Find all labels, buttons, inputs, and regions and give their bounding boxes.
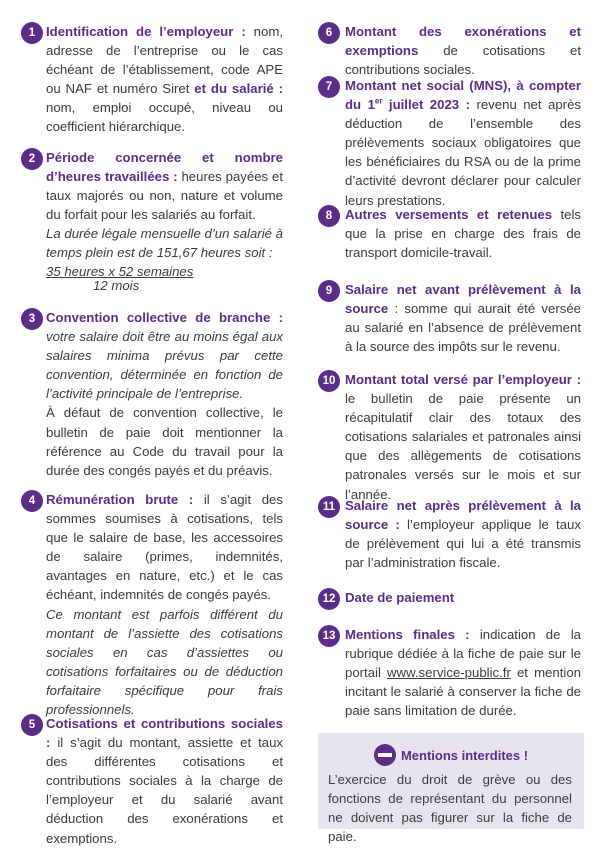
forbidden-mentions-text: L’exercice du droit de grève ou des fonctions de représentant du personnel ne doivent pas figurer sur la fiche de paie. <box>328 772 572 845</box>
text-run: le bulletin de paie présente un récapitulatif clair des totaux des cotisations salariales et patronales ainsi que des allègements de cotisations patronales versés sur le mois et sur l’année. <box>345 391 581 502</box>
text-run: À défaut de convention collective, le bulletin de paie doit mentionner la référence au Code du travail pour la durée des congés payés et du préavis. <box>46 405 283 478</box>
text-run: Montant net social (MNS), à compter du 1 <box>345 78 581 113</box>
text-run: Autres versements et retenues <box>345 207 553 222</box>
text-run: il s’agit du montant, assiette et taux des différentes cotisations et contributions sociales à la charge de l’employeur et du salarié avant déduction des exonérations et exemptions. <box>46 735 283 846</box>
text-run: il s’agit des sommes soumises à cotisations, tels que le salaire de base, les accessoires de salaire (primes, indemnités, avantages en nature, etc.) et le cas échéant, indemnités de congés payés. <box>46 492 283 603</box>
text-run: Rémunération brute : <box>46 492 194 507</box>
item-text <box>345 205 581 262</box>
item-number-badge: 11 <box>318 496 340 518</box>
text-run: de cotisations et contributions sociales. <box>345 43 581 78</box>
item-number-badge: 12 <box>318 588 340 610</box>
text-run: Période concernée et nombre d’heures travaillées : <box>46 150 283 185</box>
text-run: votre salaire doit être au moins égal aux salaires minima prévus par cette convention, déterminée en fonction de l’activité principale de l’entreprise. <box>46 329 283 402</box>
text-run: Date de paiement <box>345 590 455 605</box>
item-text <box>345 496 581 572</box>
item-text <box>46 714 283 848</box>
text-run: l’employeur applique le taux de prélèvement qui lui a été transmis par l’administration fiscale. <box>345 517 581 571</box>
item-number-badge: 13 <box>318 625 340 647</box>
item-text <box>46 22 283 137</box>
item-number-badge: 7 <box>318 76 340 98</box>
text-run: Ce montant est parfois différent du montant de l’assiette des cotisations sociales en cas d’assiettes ou cotisations forfaitaires ou de déduction forfaitaire spécifique pour frais professionnels. <box>46 606 283 718</box>
item-text <box>345 22 581 79</box>
item-number-badge: 5 <box>21 714 43 736</box>
no-entry-icon <box>374 744 396 766</box>
item-text <box>345 625 581 720</box>
item-number-badge: 2 <box>21 148 43 170</box>
text-run: Salaire net après prélèvement à la source : <box>345 498 581 533</box>
text-run: heures payées et taux majorés ou non, nature et volume du forfait pour les salariés au forfait. <box>46 169 283 223</box>
forbidden-mentions-box <box>318 733 584 845</box>
text-run: La durée légale mensuelle d’un salarié à temps plein est de 151,67 heures soit : <box>46 226 283 261</box>
text-run: et mention incitant le salarié à conserver la fiche de paie sans limitation de durée. <box>345 665 581 719</box>
text-run: Convention collective de branche : <box>46 310 283 325</box>
fraction-numerator: 35 heures x 52 semaines <box>46 263 194 279</box>
item-number-badge: 3 <box>21 308 43 330</box>
text-run: et du salarié : <box>194 81 283 97</box>
item-number-badge: 4 <box>21 490 43 512</box>
item-text <box>345 588 581 607</box>
item-text <box>46 308 283 480</box>
item-text <box>46 148 283 293</box>
text-run: nom, adresse de l’entreprise ou le cas échéant de l’établissement, code APE ou NAF et numéro Siret <box>46 24 283 97</box>
item-number-badge: 6 <box>318 22 340 44</box>
text-run: Cotisations et contributions sociales : <box>46 716 283 751</box>
item-text <box>345 280 581 356</box>
text-run: Salaire net avant prélèvement à la source <box>345 282 581 317</box>
forbidden-mentions-title <box>318 744 584 766</box>
item-number-badge: 8 <box>318 205 340 227</box>
fraction-denominator: 12 mois <box>93 277 140 293</box>
text-run: Mentions finales : <box>345 627 470 642</box>
text-run: indication de la rubrique dédiée à la fiche de paie sur le portail <box>345 627 581 681</box>
text-run: Montant des exonérations et exemptions <box>345 24 581 59</box>
item-text <box>345 370 581 504</box>
item-number-badge: 10 <box>318 370 340 392</box>
text-run: revenu net après déduction de l’ensemble des prélèvements sociaux obligatoires que les bénéficiaires du RSA ou de la prime d’activité devront déclarer pour calculer leurs prestations. <box>345 97 581 208</box>
text-run: Identification de l’employeur : <box>46 24 246 39</box>
hours-fraction <box>46 265 283 293</box>
text-run: Montant total versé par l’employeur : <box>345 372 581 387</box>
item-number-badge: 9 <box>318 280 340 302</box>
text-run: er <box>374 96 383 106</box>
text-run: : somme qui aurait été versée au salarié en l’absence de prélèvement à la source des impôts sur le revenu. <box>345 301 581 355</box>
box-title-text: Mentions interdites ! <box>400 747 529 763</box>
item-text <box>46 490 283 719</box>
text-run: tels que la prise en charge des frais de transport domicile-travail. <box>345 207 581 261</box>
text-run: nom, emploi occupé, niveau ou coefficient hiérarchique. <box>46 100 283 135</box>
text-run[interactable]: www.service-public.fr <box>387 665 511 681</box>
item-text <box>345 76 581 210</box>
item-number-badge: 1 <box>21 22 43 44</box>
text-run: juillet 2023 : <box>382 97 470 113</box>
